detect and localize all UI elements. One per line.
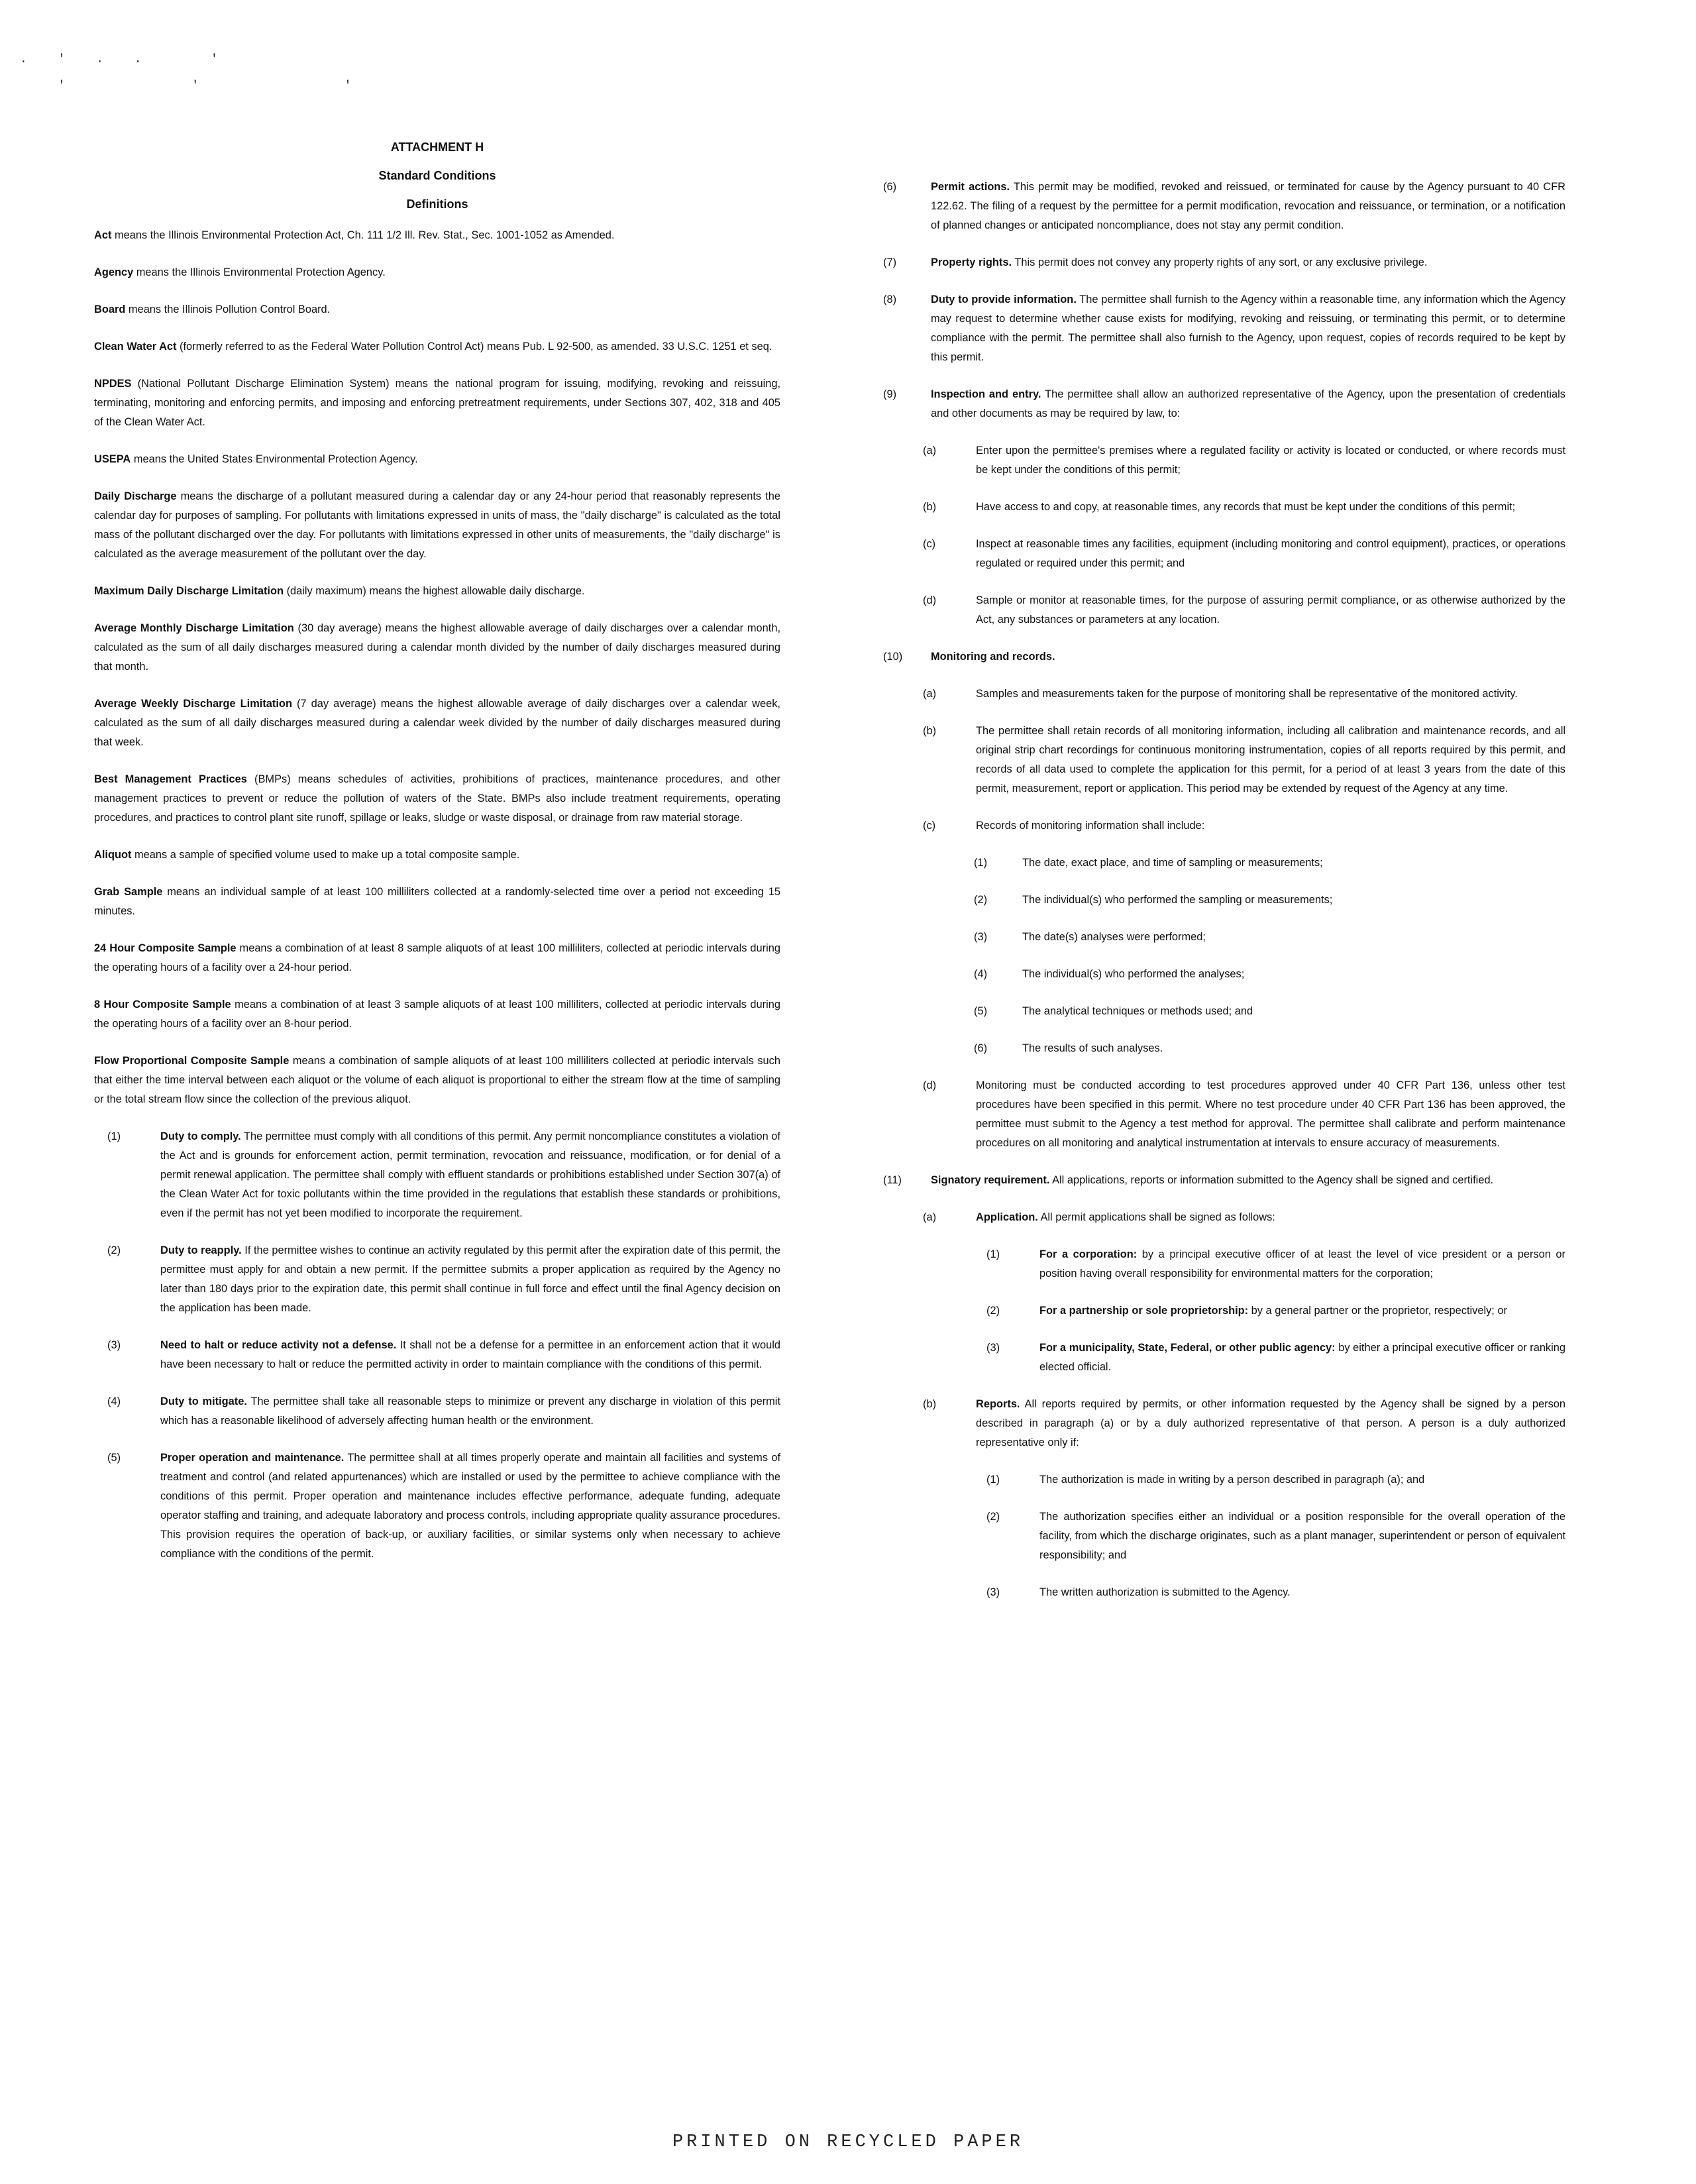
subcondition-item [923, 684, 1565, 704]
signatory-item [986, 1507, 1565, 1565]
condition-item [883, 253, 1565, 272]
definition-paragraph [94, 883, 780, 921]
definition-paragraph [94, 939, 780, 977]
record-item-number: (2) [974, 894, 988, 906]
condition-item-body [931, 178, 1565, 235]
record-item-number: (1) [974, 857, 988, 869]
signatory-item-body [1039, 1470, 1565, 1490]
subcondition-item-body [976, 498, 1565, 517]
record-item-text: The date(s) analyses were performed; [1022, 931, 1206, 943]
condition-item-text: The permittee must comply with all conditions of this permit. Any permit noncompliance constitutes a violation of the Act and is grounds for enforcement action, permit termination, revocation and reissuance, modification, or for denial of a permit renewal application. The permittee shall comply with effluent standards or prohibitions established under Section 307(a) of the Clean Water Act for toxic pollutants within the time provided in the regulations that establish these standards or prohibitions, even if the permit has not yet been modified to incorporate the requirement. [160, 1130, 780, 1219]
condition-item-term: Proper operation and maintenance. [160, 1452, 344, 1464]
subcondition-item-body [976, 684, 1565, 704]
recycled-paper-footer: PRINTED ON RECYCLED PAPER [672, 2132, 1024, 2152]
record-item [974, 891, 1565, 910]
definition-term: NPDES [94, 378, 132, 390]
definition-text: means the Illinois Environmental Protection Act, Ch. 111 1/2 Ill. Rev. Stat., Sec. 1001-1052 as Amended. [114, 229, 615, 241]
left-column [94, 133, 780, 1582]
subcondition-item-body [976, 1076, 1565, 1153]
subcondition-item-body [976, 1395, 1565, 1452]
record-item [974, 1039, 1565, 1058]
definition-paragraph [94, 450, 780, 469]
definition-term: USEPA [94, 453, 131, 465]
subcondition-item-number: (b) [923, 725, 937, 737]
record-item-text: The analytical techniques or methods used; and [1022, 1005, 1253, 1017]
definition-term: Grab Sample [94, 886, 163, 898]
record-item-text: The results of such analyses. [1022, 1042, 1163, 1054]
definition-paragraph [94, 582, 780, 601]
condition-item-text: This permit may be modified, revoked and reissued, or terminated for cause by the Agency pursuant to 40 CFR 122.62. The filing of a request by the permittee for a permit modification, revocation and reissuance, or termination, or a notification of planned changes or anticipated noncompliance, does not stay any permit condition. [931, 181, 1565, 231]
definition-text: means the United States Environmental Protection Agency. [133, 453, 418, 465]
condition-item-term: Permit actions. [931, 181, 1010, 193]
condition-item-number: (8) [883, 294, 897, 305]
subcondition-item-text: Samples and measurements taken for the purpose of monitoring shall be representative of the monitored activity. [976, 688, 1518, 700]
condition-item-text: If the permittee wishes to continue an activity regulated by this permit after the expiration date of this permit, the permittee must apply for and obtain a new permit. If the permittee submits a proper application as required by the Agency no later than 180 days prior to the expiration date, this permit shall continue in full force and effect until the final Agency decision on the application has been made. [160, 1244, 780, 1314]
subcondition-item-text: All reports required by permits, or other information requested by the Agency shall be signed by a person described in paragraph (a) or by a duly authorized representative of that person. A person is a duly authorized representative only if: [976, 1398, 1565, 1448]
definition-text: means the Illinois Pollution Control Board. [128, 303, 331, 315]
condition-item-term: Duty to mitigate. [160, 1395, 247, 1407]
subcondition-item-body [976, 816, 1565, 836]
signatory-item-text: by a general partner or the proprietor, respectively; or [1251, 1305, 1507, 1317]
definition-term: Flow Proportional Composite Sample [94, 1055, 290, 1067]
condition-item-text: All applications, reports or information submitted to the Agency shall be signed and certified. [1052, 1174, 1494, 1186]
subcondition-item-number: (a) [923, 688, 937, 700]
subcondition-item-text: Records of monitoring information shall include: [976, 820, 1205, 832]
condition-item-text: This permit does not convey any property rights of any sort, or any exclusive privilege. [1014, 256, 1428, 268]
record-item [974, 928, 1565, 947]
condition-item-number: (7) [883, 256, 897, 268]
record-item [974, 1002, 1565, 1021]
definition-term: Average Weekly Discharge Limitation [94, 698, 292, 710]
definition-paragraph [94, 337, 780, 356]
condition-item-text: It shall not be a defense for a permittee in an enforcement action that it would have been necessary to halt or reduce the permitted activity in order to maintain compliance with the conditions of this permit. [160, 1339, 780, 1370]
definition-paragraph [94, 619, 780, 677]
record-item-body [1022, 891, 1565, 910]
signatory-item-text: The authorization is made in writing by a person described in paragraph (a); and [1039, 1474, 1425, 1486]
subcondition-item-number: (b) [923, 501, 937, 513]
definition-term: Average Monthly Discharge Limitation [94, 622, 294, 634]
condition-item [883, 290, 1565, 367]
condition-item-term: Need to halt or reduce activity not a defense. [160, 1339, 397, 1351]
condition-item-number: (1) [107, 1130, 121, 1142]
record-item-body [1022, 1002, 1565, 1021]
subcondition-item-body [976, 591, 1565, 629]
condition-item-number: (5) [107, 1452, 121, 1464]
record-item-number: (6) [974, 1042, 988, 1054]
definition-paragraph [94, 770, 780, 828]
record-item-number: (4) [974, 968, 988, 980]
subcondition-item [923, 1208, 1565, 1227]
definition-term: Maximum Daily Discharge Limitation [94, 585, 284, 597]
signatory-item-term: For a partnership or sole proprietorship: [1039, 1305, 1249, 1317]
signatory-item-number: (2) [986, 1305, 1000, 1317]
signatory-item-number: (1) [986, 1248, 1000, 1260]
subcondition-item-term: Reports. [976, 1398, 1020, 1410]
signatory-item-text: by a principal executive officer of at least the level of vice president or a person or position having overall responsibility for environmental matters for the corporation; [1039, 1248, 1565, 1280]
definition-term: Board [94, 303, 126, 315]
signatory-item [986, 1301, 1565, 1321]
subcondition-item-number: (c) [923, 538, 936, 550]
definition-paragraph [94, 1052, 780, 1109]
record-item-text: The individual(s) who performed the analyses; [1022, 968, 1245, 980]
condition-item-term: Property rights. [931, 256, 1012, 268]
scan-marks: . ' . . ' ' ' ' [20, 53, 364, 93]
subcondition-item [923, 722, 1565, 798]
subcondition-item [923, 498, 1565, 517]
subcondition-item-text: Have access to and copy, at reasonable times, any records that must be kept under the conditions of this permit; [976, 501, 1516, 513]
subcondition-item-text: Inspect at reasonable times any facilities, equipment (including monitoring and control equipment), practices, or operations regulated or required under this permit; and [976, 538, 1565, 569]
signatory-item-text: The authorization specifies either an individual or a position responsible for the overall operation of the facility, from which the discharge originates, such as a plant manager, superintendent or person of equivalent responsibility; and [1039, 1511, 1565, 1561]
condition-item [883, 1171, 1565, 1190]
signatory-item [986, 1583, 1565, 1602]
definition-term: Aliquot [94, 849, 132, 861]
signatory-item-term: For a municipality, State, Federal, or other public agency: [1039, 1342, 1336, 1354]
subcondition-item [923, 1395, 1565, 1452]
document-title: ATTACHMENT H [390, 140, 484, 154]
condition-item-body [931, 253, 1565, 272]
definition-text: (30 day average) means the highest allowable average of daily discharges over a calendar month, calculated as the sum of all daily discharges measured during a calendar month divided by the number of daily discharges measured during that month. [94, 622, 781, 673]
subcondition-item-body [976, 722, 1565, 798]
definition-text: means the discharge of a pollutant measured during a calendar day or any 24-hour period that reasonably represents the calendar day for purposes of sampling. For pollutants with limitations expressed in units of mass, the "daily discharge" is calculated as the total mass of the pollutant discharged over the day. For pollutants with limitations expressed in other units of measurements, the "daily discharge" is calculated as the average measurement of the pollutant over the day. [94, 490, 780, 560]
definition-text: means the Illinois Environmental Protection Agency. [136, 266, 386, 278]
definition-term: Clean Water Act [94, 341, 177, 353]
condition-item [107, 1392, 780, 1431]
definition-paragraph [94, 263, 780, 282]
subcondition-item-text: Monitoring must be conducted according to test procedures approved under 40 CFR Part 136, unless other test procedures have been specified in this permit. Where no test procedure under 40 CFR Part 136 has been approved, the permittee must submit to the Agency a test method for approval. The permittee shall calibrate and perform maintenance procedures on all monitoring and analytical instrumentation at intervals to ensure accuracy of measurements. [976, 1079, 1565, 1149]
condition-item-body [160, 1336, 780, 1374]
condition-item [883, 647, 1565, 667]
subcondition-item-body [976, 441, 1565, 480]
definition-term: Best Management Practices [94, 773, 247, 785]
condition-item-term: Duty to reapply. [160, 1244, 242, 1256]
signatory-item-text: by either a principal executive officer or ranking elected official. [1039, 1342, 1565, 1373]
signatory-item-number: (3) [986, 1586, 1000, 1598]
condition-item-number: (2) [107, 1244, 121, 1256]
record-item-body [1022, 965, 1565, 984]
definition-term: Daily Discharge [94, 490, 177, 502]
signatory-item-body [1039, 1507, 1565, 1565]
condition-item-term: Duty to comply. [160, 1130, 241, 1142]
subcondition-item-number: (d) [923, 1079, 937, 1091]
condition-item-number: (4) [107, 1395, 121, 1407]
definition-paragraph [94, 846, 780, 865]
subcondition-item [923, 535, 1565, 573]
condition-item [107, 1241, 780, 1318]
subcondition-item [923, 816, 1565, 836]
record-item-text: The date, exact place, and time of sampling or measurements; [1022, 857, 1323, 869]
condition-item [107, 1336, 780, 1374]
condition-item-term: Inspection and entry. [931, 388, 1041, 400]
record-item-body [1022, 1039, 1565, 1058]
definition-term: 8 Hour Composite Sample [94, 999, 231, 1010]
condition-item-body [160, 1448, 780, 1564]
definition-text: means a combination of at least 8 sample aliquots of at least 100 milliliters, collected at periodic intervals during the operating hours of a facility over a 24-hour period. [94, 942, 780, 973]
subcondition-item-text: All permit applications shall be signed as follows: [1040, 1211, 1275, 1223]
condition-item-number: (11) [883, 1174, 902, 1186]
subcondition-item [923, 591, 1565, 629]
record-item-body [1022, 928, 1565, 947]
definition-text: (7 day average) means the highest allowable average of daily discharges over a calendar week, calculated as the sum of all daily discharges measured during a calendar week divided by the number of daily discharges measured during that week. [94, 698, 780, 748]
signatory-item [986, 1245, 1565, 1283]
definition-paragraph [94, 374, 780, 432]
record-item-number: (3) [974, 931, 988, 943]
right-column [883, 178, 1565, 1620]
condition-item-number: (10) [883, 651, 903, 663]
condition-item-term: Duty to provide information. [931, 294, 1077, 305]
record-item-number: (5) [974, 1005, 988, 1017]
condition-item-body [160, 1241, 780, 1318]
definition-text: means a combination of sample aliquots of at least 100 milliliters collected at periodic intervals such that either the time interval between each aliquot or the volume of each aliquot is proportional to either the stream flow at the time of sampling or the total stream flow since the collection of the previous aliquot. [94, 1055, 780, 1105]
signatory-item-body [1039, 1583, 1565, 1602]
record-item [974, 965, 1565, 984]
condition-item [107, 1448, 780, 1564]
subcondition-item-text: Sample or monitor at reasonable times, for the purpose of assuring permit compliance, or as otherwise authorized by the Act, any substances or parameters at any location. [976, 594, 1565, 626]
condition-item-body [160, 1127, 780, 1223]
condition-item [883, 385, 1565, 423]
condition-item-body [931, 385, 1565, 423]
condition-item-body [931, 647, 1565, 667]
document-subtitle: Standard Conditions [378, 169, 496, 182]
definitions-list [94, 226, 780, 1109]
signatory-item-body [1039, 1338, 1565, 1377]
signatory-item-body [1039, 1245, 1565, 1283]
signatory-item-number: (2) [986, 1511, 1000, 1523]
definition-term: Act [94, 229, 112, 241]
definition-text: means a sample of specified volume used to make up a total composite sample. [134, 849, 520, 861]
definition-paragraph [94, 995, 780, 1034]
condition-item-number: (3) [107, 1339, 121, 1351]
condition-item-text: The permittee shall furnish to the Agency within a reasonable time, any information which the Agency may request to determine whether cause exists for modifying, revoking and reissuing, or terminating this permit, or to determine compliance with the permit. The permittee shall also furnish to the Agency, upon request, copies of records required to be kept by this permit. [931, 294, 1565, 363]
condition-item-text: The permittee shall take all reasonable steps to minimize or prevent any discharge in violation of this permit which has a reasonable likelihood of adversely affecting human health or the environment. [160, 1395, 780, 1427]
condition-item-number: (6) [883, 181, 897, 193]
subcondition-item-text: The permittee shall retain records of all monitoring information, including all calibration and maintenance records, and all original strip chart recordings for continuous monitoring instrumentation, copies of all reports required by this permit, and records of all data used to complete the application for this permit, for a period of at least 3 years from the date of this permit, measurement, report or application. This period may be extended by request of the Agency at any time. [976, 725, 1565, 794]
condition-item [107, 1127, 780, 1223]
record-item [974, 853, 1565, 873]
definition-text: means an individual sample of at least 100 milliliters collected at a randomly-selected time over a period not exceeding 15 minutes. [94, 886, 780, 917]
subcondition-item-term: Application. [976, 1211, 1038, 1223]
condition-item-number: (9) [883, 388, 897, 400]
subcondition-item-number: (b) [923, 1398, 937, 1410]
condition-item-body [931, 1171, 1565, 1190]
definition-paragraph [94, 226, 780, 245]
conditions-list-left [94, 1127, 780, 1564]
condition-item [883, 178, 1565, 235]
definition-paragraph [94, 300, 780, 319]
condition-item-term: Signatory requirement. [931, 1174, 1050, 1186]
definition-text: (BMPs) means schedules of activities, prohibitions of practices, maintenance procedures, and other management practices to prevent or reduce the pollution of waters of the State. BMPs also include treatment requirements, operating procedures, and practices to control plant site runoff, spillage or leaks, sludge or waste disposal, or drainage from raw material storage. [94, 773, 780, 824]
signatory-item [986, 1470, 1565, 1490]
subcondition-item [923, 1076, 1565, 1153]
signatory-item-term: For a corporation: [1039, 1248, 1138, 1260]
definition-text: (daily maximum) means the highest allowable daily discharge. [286, 585, 585, 597]
subcondition-item-body [976, 535, 1565, 573]
definition-text: (formerly referred to as the Federal Water Pollution Control Act) means Pub. L 92-500, as amended. 33 U.S.C. 1251 et seq. [180, 341, 772, 353]
definition-paragraph [94, 487, 780, 564]
subcondition-item-number: (c) [923, 820, 936, 832]
subcondition-item-number: (d) [923, 594, 937, 606]
subcondition-item-number: (a) [923, 1211, 937, 1223]
signatory-item [986, 1338, 1565, 1377]
conditions-list-right [883, 178, 1565, 1602]
subcondition-item-text: Enter upon the permittee's premises where a regulated facility or activity is located or conducted, or where records must be kept under the conditions of this permit; [976, 445, 1565, 476]
subcondition-item-body [976, 1208, 1565, 1227]
definition-term: Agency [94, 266, 134, 278]
record-item-text: The individual(s) who performed the sampling or measurements; [1022, 894, 1333, 906]
condition-item-term: Monitoring and records. [931, 651, 1055, 663]
subcondition-item-number: (a) [923, 445, 937, 457]
definitions-heading: Definitions [406, 197, 468, 211]
subcondition-item [923, 441, 1565, 480]
condition-item-text: The permittee shall at all times properly operate and maintain all facilities and systems of treatment and control (and related appurtenances) which are installed or used by the permittee to achieve compliance with the conditions of this permit. Proper operation and maintenance includes effective performance, adequate funding, adequate operator staffing and training, and adequate laboratory and process controls, including appropriate quality assurance procedures. This provision requires the operation of back-up, or auxiliary facilities, or similar systems only when necessary to achieve compliance with the conditions of the permit. [160, 1452, 780, 1560]
definition-text: means a combination of at least 3 sample aliquots of at least 100 milliliters, collected at periodic intervals during the operating hours of a facility over an 8-hour period. [94, 999, 780, 1030]
definition-paragraph [94, 694, 780, 752]
definition-term: 24 Hour Composite Sample [94, 942, 237, 954]
condition-item-body [931, 290, 1565, 367]
record-item-body [1022, 853, 1565, 873]
condition-item-body [160, 1392, 780, 1431]
signatory-item-number: (3) [986, 1342, 1000, 1354]
definition-text: (National Pollutant Discharge Elimination System) means the national program for issuing, modifying, revoking and reissuing, terminating, monitoring and enforcing permits, and imposing and enforcing pretreatment requirements, under Sections 307, 402, 318 and 405 of the Clean Water Act. [94, 378, 780, 428]
signatory-item-body [1039, 1301, 1565, 1321]
condition-item-text: The permittee shall allow an authorized representative of the Agency, upon the presentation of credentials and other documents as may be required by law, to: [931, 388, 1565, 419]
signatory-item-number: (1) [986, 1474, 1000, 1486]
signatory-item-text: The written authorization is submitted to the Agency. [1039, 1586, 1291, 1598]
